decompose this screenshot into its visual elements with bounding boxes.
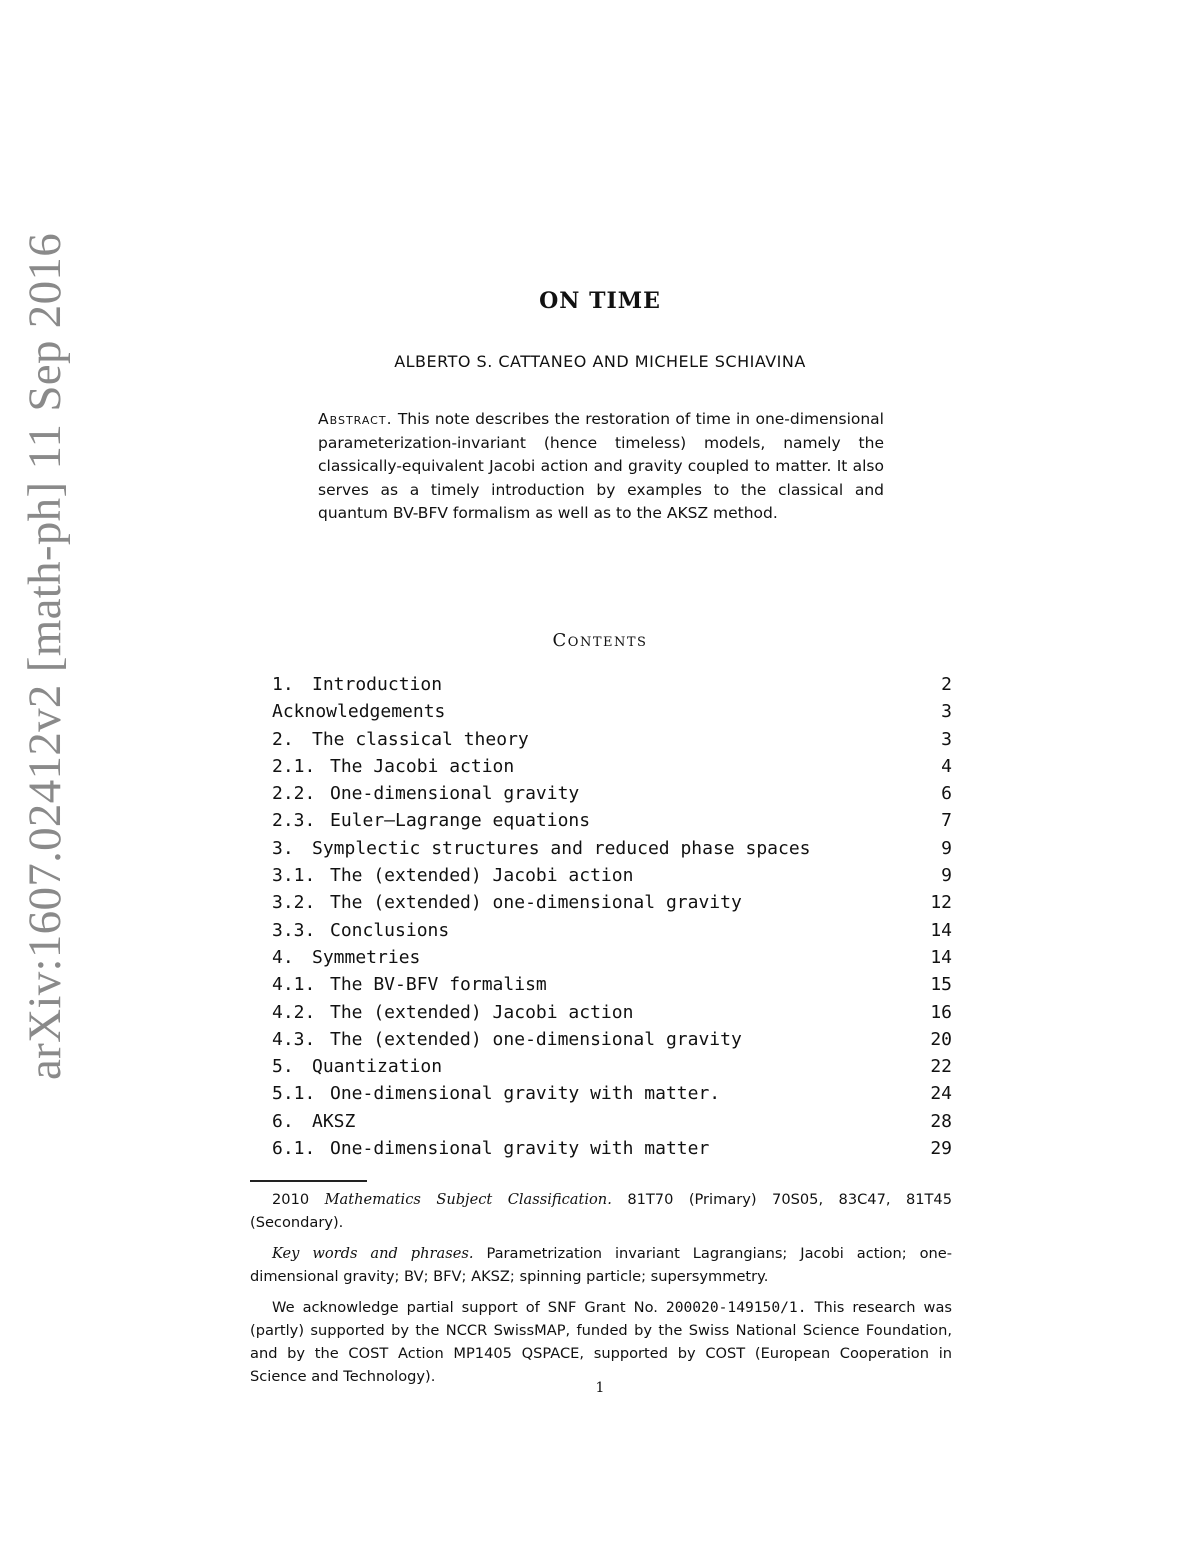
toc-entry-label (272, 1108, 355, 1135)
toc-entry[interactable] (272, 726, 952, 753)
toc-entry-title: Euler–Lagrange equations (330, 810, 591, 832)
toc-entry-number: 2. (272, 728, 294, 750)
toc-entry-label (272, 1135, 709, 1162)
toc-entry-title: The BV-BFV formalism (330, 974, 547, 996)
toc-entry-number: 5. (272, 1056, 294, 1078)
toc-entry[interactable] (272, 917, 952, 944)
toc-entry-title: Quantization (312, 1056, 443, 1078)
abstract-label: Abstract. (318, 410, 393, 428)
msc-year: 2010 (272, 1191, 310, 1208)
footnote-support (250, 1296, 952, 1388)
toc-entry-title: The classical theory (312, 728, 529, 750)
toc-entry-label (272, 1080, 720, 1107)
toc-entry-label (272, 1053, 442, 1080)
toc-entry-page: 12 (930, 892, 952, 914)
toc-entry[interactable] (272, 999, 952, 1026)
toc-entry-number: 3.2. (272, 892, 316, 914)
toc-entry-page: 20 (930, 1028, 952, 1050)
toc-entry[interactable] (272, 780, 952, 807)
support-grant: 200020-149150/1. (665, 1299, 807, 1316)
toc-entry-title: Symplectic structures and reduced phase spaces (312, 837, 811, 859)
toc-entry[interactable] (272, 1108, 952, 1135)
table-of-contents (272, 671, 952, 1162)
toc-entry-page: 14 (930, 919, 952, 941)
toc-entry-title: The (extended) Jacobi action (330, 1001, 634, 1023)
toc-entry-label (272, 753, 514, 780)
toc-entry-label (272, 1026, 742, 1053)
toc-entry-label (272, 807, 590, 834)
toc-entry[interactable] (272, 835, 952, 862)
toc-entry-number: 4.3. (272, 1028, 316, 1050)
toc-entry-page: 7 (941, 810, 952, 832)
toc-entry[interactable] (272, 1080, 952, 1107)
toc-entry-page: 9 (941, 837, 952, 859)
toc-entry-title: The Jacobi action (330, 755, 515, 777)
toc-entry[interactable] (272, 971, 952, 998)
toc-entry[interactable] (272, 889, 952, 916)
toc-entry-number: 4.2. (272, 1001, 316, 1023)
keywords-text: Parametrization invariant Lagrangians; Jacobi action; one-dimensional gravity; BV; BFV; AKSZ; spinning particle; supersymmetry. (250, 1245, 953, 1285)
toc-entry-label (272, 971, 547, 998)
toc-entry-number: 3. (272, 837, 294, 859)
toc-entry[interactable] (272, 1135, 952, 1162)
footnote-msc (250, 1188, 952, 1234)
toc-entry[interactable] (272, 671, 952, 698)
toc-entry-title: Symmetries (312, 946, 421, 968)
toc-entry-page: 2 (941, 674, 952, 695)
toc-entry-page: 29 (930, 1138, 952, 1160)
toc-entry-page: 28 (930, 1110, 952, 1132)
toc-entry-number: 2.2. (272, 783, 316, 805)
toc-entry[interactable] (272, 944, 952, 971)
toc-entry[interactable] (272, 1026, 952, 1053)
toc-entry-number: 6.1. (272, 1138, 316, 1160)
toc-entry-title: Acknowledgements (272, 701, 446, 723)
toc-entry-number: 5.1. (272, 1083, 316, 1105)
toc-entry-page: 9 (941, 865, 952, 887)
toc-entry-label (272, 862, 633, 889)
contents-heading: Contents (552, 630, 648, 651)
abstract-text: This note describes the restoration of time in one-dimensional parameterization-invariant (hence timeless) models, namely the classically-equivalent Jacobi action and gravity coupled to matter. It also serves as a timely introduction by examples to the classical and quantum BV-BFV formalism as well as to the AKSZ method. (318, 410, 884, 523)
toc-entry-title: One-dimensional gravity (330, 783, 580, 805)
toc-entry-page: 3 (941, 728, 952, 750)
msc-label: Mathematics Subject Classification. (324, 1191, 612, 1208)
toc-entry[interactable] (272, 698, 952, 725)
footnote-keywords (250, 1242, 952, 1288)
toc-entry-page: 24 (930, 1083, 952, 1105)
toc-entry[interactable] (272, 807, 952, 834)
toc-entry-page: 6 (941, 783, 952, 805)
arxiv-identifier-stamp: arXiv:1607.02412v2 [math-ph] 11 Sep 2016 (19, 232, 71, 1080)
toc-entry-number: 3.3. (272, 919, 316, 941)
toc-entry-number: 4.1. (272, 974, 316, 996)
toc-entry-title: The (extended) Jacobi action (330, 865, 634, 887)
toc-entry-number: 4. (272, 946, 294, 968)
toc-entry-label (272, 889, 742, 916)
toc-entry-number: 2.1. (272, 755, 316, 777)
toc-entry-page: 22 (930, 1056, 952, 1078)
toc-entry-page: 15 (930, 974, 952, 996)
toc-entry-number: 1. (272, 674, 294, 695)
toc-entry-page: 16 (930, 1001, 952, 1023)
toc-entry-title: One-dimensional gravity with matter. (330, 1083, 721, 1105)
toc-entry-label (272, 944, 420, 971)
toc-entry-label (272, 917, 449, 944)
toc-entry-label (272, 726, 529, 753)
toc-entry-number: 2.3. (272, 810, 316, 832)
footnotes (250, 1188, 952, 1388)
toc-entry-label (272, 698, 445, 725)
msc-codes: 81T70 (Primary) 70S05, 83C47, 81T45 (Secondary). (250, 1191, 953, 1231)
support-text-b: This research was (partly) supported by the NCCR SwissMAP, funded by the Swiss National Science Foundation, and by the COST Action MP1405 QSPACE, supported by COST (European Cooperation in Science and Technology). (250, 1299, 953, 1385)
toc-entry-page: 14 (930, 946, 952, 968)
toc-entry-page: 4 (941, 755, 952, 777)
toc-entry[interactable] (272, 1053, 952, 1080)
keywords-label: Key words and phrases. (272, 1245, 474, 1262)
page-number: 1 (595, 1380, 605, 1396)
paper-title: ON TIME (539, 288, 661, 314)
toc-entry-title: Conclusions (330, 919, 450, 941)
toc-entry-label (272, 671, 442, 698)
toc-entry-title: Introduction (312, 674, 443, 695)
abstract (318, 408, 884, 526)
toc-entry-page: 3 (941, 701, 952, 723)
toc-entry-label (272, 835, 811, 862)
paper-authors: ALBERTO S. CATTANEO AND MICHELE SCHIAVINA (394, 352, 806, 371)
toc-entry[interactable] (272, 862, 952, 889)
toc-entry-title: The (extended) one-dimensional gravity (330, 1028, 742, 1050)
toc-entry-number: 6. (272, 1110, 294, 1132)
toc-entry-label (272, 780, 579, 807)
footnote-rule (250, 1180, 367, 1182)
toc-entry-label (272, 999, 633, 1026)
toc-entry-title: AKSZ (312, 1110, 356, 1132)
support-text-a: We acknowledge partial support of SNF Grant No. (272, 1299, 658, 1316)
toc-entry[interactable] (272, 753, 952, 780)
toc-entry-number: 3.1. (272, 865, 316, 887)
toc-entry-title: The (extended) one-dimensional gravity (330, 892, 742, 914)
toc-entry-title: One-dimensional gravity with matter (330, 1138, 710, 1160)
